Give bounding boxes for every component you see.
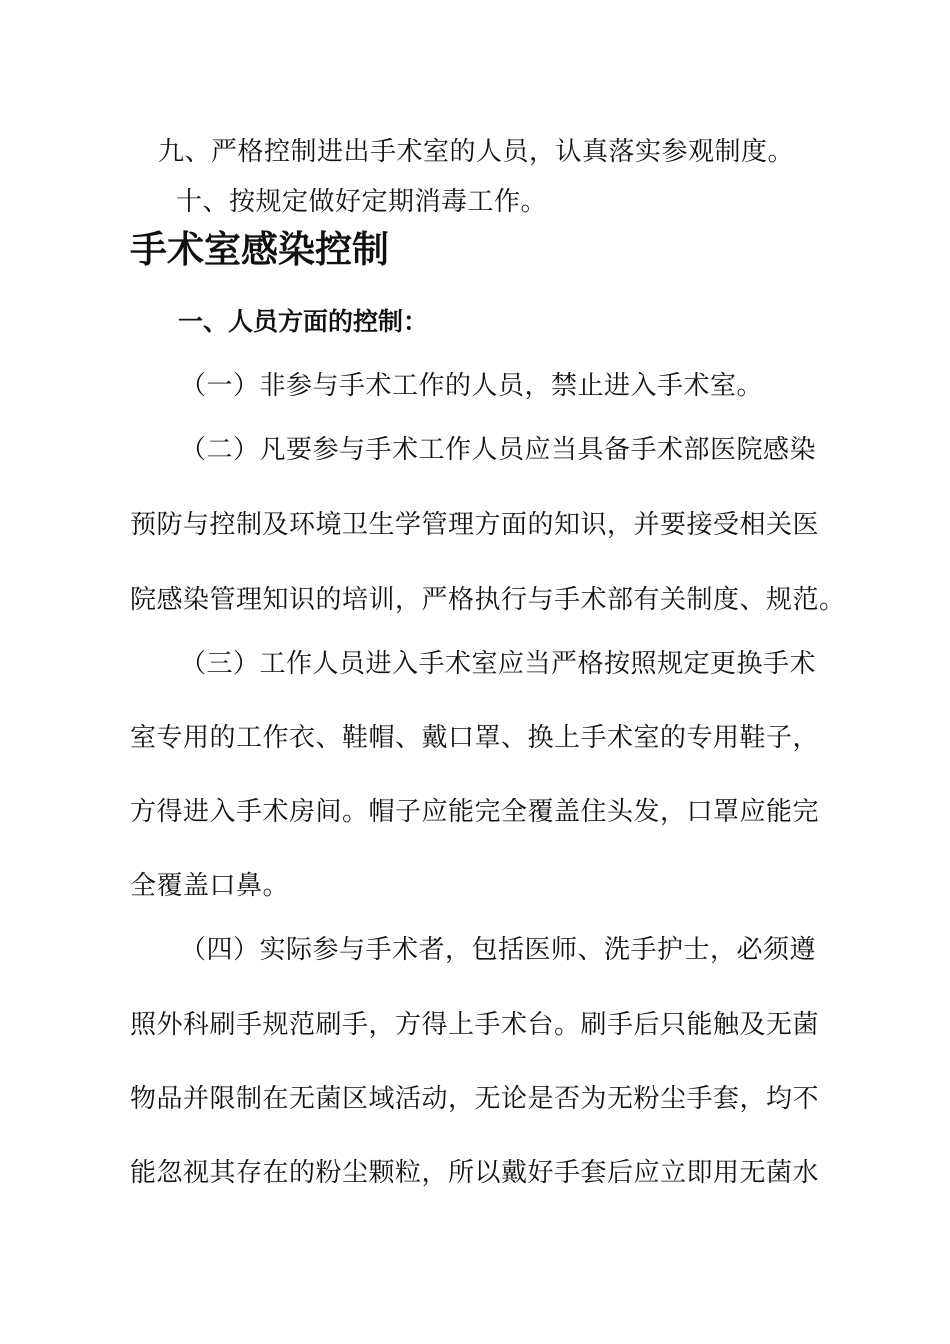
body-line: 能忽视其存在的粉尘颗粒，所以戴好手套后应立即用无菌水 [130, 1158, 820, 1188]
body-line: （三）工作人员进入手术室应当严格按照规定更换手术 [180, 649, 817, 679]
body-line: 照外科刷手规范刷手，方得上手术台。刷手后只能触及无菌 [130, 1010, 820, 1040]
body-line: （四）实际参与手术者，包括医师、洗手护士，必须遵 [180, 935, 817, 965]
body-line: （二）凡要参与手术工作人员应当具备手术部医院感染 [180, 435, 817, 465]
body-line: 预防与控制及环境卫生学管理方面的知识，并要接受相关医 [130, 510, 820, 540]
paragraph-item-9: 九、严格控制进出手术室的人员，认真落实参观制度。 [158, 137, 795, 167]
body-line: 院感染管理知识的培训，严格执行与手术部有关制度、规范。 [130, 585, 846, 615]
paragraph-item-10: 十、按规定做好定期消毒工作。 [176, 187, 548, 217]
body-line: （一）非参与手术工作的人员，禁止进入手术室。 [180, 371, 764, 401]
subheading-personnel-control: 一、人员方面的控制： [178, 307, 429, 336]
section-title: 手术室感染控制 [130, 228, 389, 271]
body-line: 室专用的工作衣、鞋帽、戴口罩、换上手术室的专用鞋子， [130, 723, 820, 753]
body-line: 全覆盖口鼻。 [130, 871, 290, 901]
body-line: 方得进入手术房间。帽子应能完全覆盖住头发，口罩应能完 [130, 797, 820, 827]
body-line: 物品并限制在无菌区域活动，无论是否为无粉尘手套，均不 [130, 1084, 820, 1114]
